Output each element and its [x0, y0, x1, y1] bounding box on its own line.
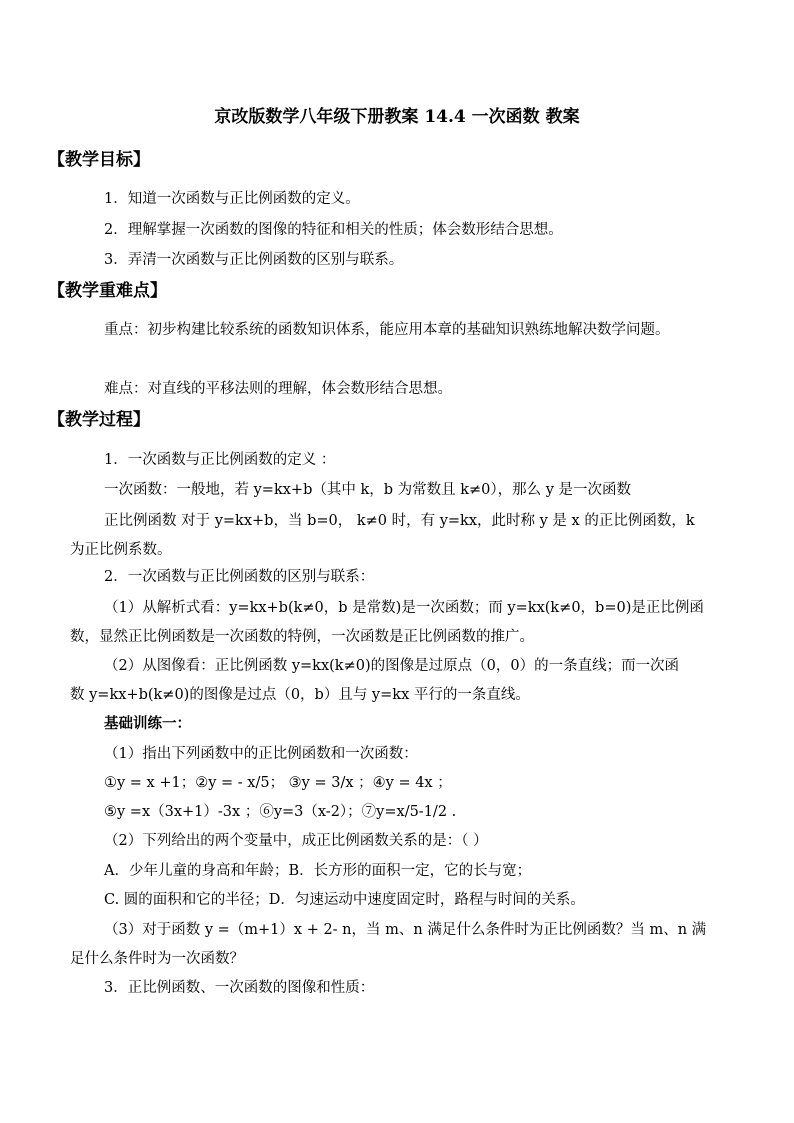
goal-item: 2．理解掌握一次函数的图像的特征和相关的性质；体会数形结合思想。 — [104, 222, 563, 238]
section-heading-process: 【教学过程】 — [48, 410, 150, 430]
document-title: 京改版数学八年级下册教案 14.4 一次函数 教案 — [214, 107, 580, 127]
key-point-focus: 重点：初步构建比较系统的函数知识体系，能应用本章的基础知识熟练地解决数学问题。 — [104, 322, 670, 338]
process-line: 2．一次函数与正比例函数的区别与联系： — [104, 569, 375, 585]
section-heading-key-points: 【教学重难点】 — [48, 281, 167, 301]
process-line: 正比例函数 对于 y=kx+b，当 b=0， k≠0 时，有 y=kx，此时称 y 是 x 的正比例函数，k — [104, 513, 695, 529]
process-line: 数，显然正比例函数是一次函数的特例，一次函数是正比例函数的推广。 — [70, 629, 534, 645]
process-line: （1）从解析式看：y=kx+b(k≠0，b 是常数)是一次函数；而 y=kx(k≠0，b=0)是正比例函 — [104, 600, 704, 616]
process-line: （2）从图像看：正比例函数 y=kx(k≠0)的图像是过原点（0，0）的一条直线；而一次函 — [104, 658, 680, 674]
process-line: （3）对于函数 y =（m+1）x + 2- n，当 m、n 满足什么条件时为正比例函数？当 m、n 满 — [104, 922, 707, 938]
process-line: 为正比例系数。 — [70, 542, 172, 558]
section-heading-goals: 【教学目标】 — [48, 150, 150, 170]
process-line: C. 圆的面积和它的半径；D．匀速运动中速度固定时，路程与时间的关系。 — [104, 892, 585, 908]
process-line: 数 y=kx+b(k≠0)的图像是过点（0，b）且与 y=kx 平行的一条直线。 — [70, 687, 530, 703]
process-line: 足什么条件时为一次函数？ — [70, 951, 244, 967]
process-line: 3．正比例函数、一次函数的图像和性质： — [104, 980, 375, 996]
process-line: ⑤y =x（3x+1）-3x ；⑥y=3（x-2）；⑦y=x/5-1/2 . — [104, 804, 457, 820]
process-line: 一次函数：一般地，若 y=kx+b（其中 k，b 为常数且 k≠0），那么 y 是一次函数 — [104, 482, 632, 498]
process-line: A．少年儿童的身高和年龄；B．长方形的面积一定，它的长与宽； — [104, 863, 532, 879]
process-line: （1）指出下列函数中的正比例函数和一次函数： — [104, 746, 418, 762]
goal-item: 1．知道一次函数与正比例函数的定义。 — [104, 191, 360, 207]
key-point-difficulty: 难点：对直线的平移法则的理解，体会数形结合思想。 — [104, 381, 452, 397]
process-line: （2）下列给出的两个变量中，成正比例函数关系的是：（ ） — [104, 833, 488, 849]
goal-item: 3．弄清一次函数与正比例函数的区别与联系。 — [104, 252, 404, 268]
exercise-heading: 基础训练一： — [104, 715, 191, 732]
process-line: ①y = x +1；②y = - x/5； ③y = 3/x ；④y = 4x ； — [104, 775, 452, 791]
process-line: 1．一次函数与正比例函数的定义 ： — [104, 452, 336, 468]
